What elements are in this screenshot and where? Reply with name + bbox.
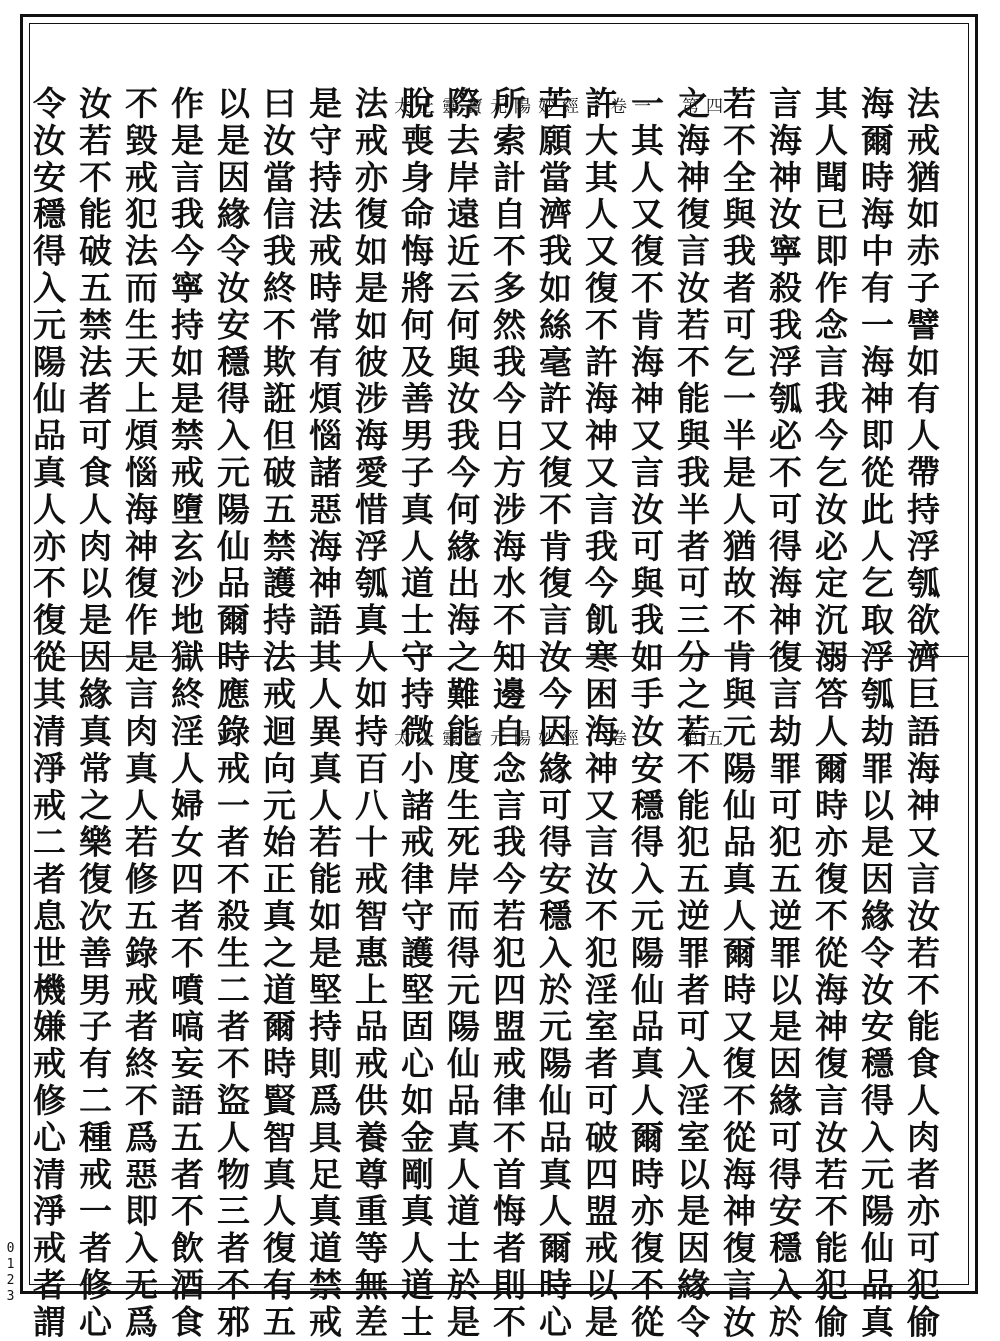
text-column: 汝安穩得入元陽仙品真人爾時亦復不從 (626, 714, 665, 1341)
lower-text-columns (24, 714, 944, 1341)
text-column: 海爾時海中有一海神即從此人乞取浮瓠 (856, 86, 895, 714)
text-column: 法戒亦復如是如彼涉海愛惜浮瓠真人如 (350, 86, 389, 714)
text-column: 因緣可得安穩入於元陽仙品真人爾時心 (534, 714, 573, 1341)
upper-text-panel (28, 86, 958, 714)
text-column: 劫罪以是因緣令汝安穩得入元陽仙品真 (856, 714, 895, 1341)
text-column: 所索計自不多然我今日方涉海水不知邊 (488, 86, 527, 714)
text-column: 法戒猶如赤子譬如有人帶持浮瓠欲濟巨 (902, 86, 941, 714)
text-column: 劫罪可犯五逆罪以是因緣可得安穩入於 (764, 714, 803, 1341)
text-column: 真常之樂復次善男子有二種戒一者修心 (74, 714, 113, 1341)
text-column: 微小諸戒律守護堅固心如金剛真人道士 (396, 714, 435, 1341)
upper-running-header: 太上靈寶元陽妙經 卷一 第四 (394, 97, 730, 117)
text-column: 自念言我今若犯四盟戒律不首悔者則不 (488, 714, 527, 1341)
text-column: 苦願當濟我如絲毫許又復不肯復言汝今 (534, 86, 573, 714)
panel-divider (30, 656, 968, 657)
text-column: 淫人婦女四者不噴嗃妄語五者不飲酒食 (166, 714, 205, 1341)
text-column: 人爾時亦復不從海神復言汝若不能犯偷 (810, 714, 849, 1341)
text-column: 其人聞已即作念言我今乞汝必定沉溺答 (810, 86, 849, 714)
text-column: 言海神汝寧殺我浮瓠必不可得海神復言 (764, 86, 803, 714)
text-column: 能度生死岸而得元陽仙品真人道士於是 (442, 714, 481, 1341)
text-column: 脫喪身命悔將何及善男子真人道士守持 (396, 86, 435, 714)
text-column: 語海神又言汝若不能食人肉者亦可犯偷 (902, 714, 941, 1341)
upper-text-columns (24, 86, 944, 714)
text-column: 若不能犯五逆罪者可入淫室以是因緣令 (672, 714, 711, 1341)
text-column: 若不全與我者可乞一半是人猶故不肯與 (718, 86, 757, 714)
text-column: 令汝安穩得入元陽仙品真人亦不復從其 (28, 86, 67, 714)
page-number: 0123 (3, 1241, 18, 1305)
text-column: 持百八十戒智惠上品戒供養尊重等無差 (350, 714, 389, 1341)
text-column: 是守持法戒時常有煩惱諸惡海神語其人 (304, 86, 343, 714)
text-column: 海神又言汝不犯淫室者可破四盟戒以是 (580, 714, 619, 1341)
text-column: 錄戒一者不殺生二者不盜人物三者不邪 (212, 714, 251, 1341)
text-column: 清淨戒二者息世機嫌戒修心清淨戒者謂 (28, 714, 67, 1341)
text-column: 之海神復言汝若不能與我半者可三分之 (672, 86, 711, 714)
text-column: 作是言我今寧持如是禁戒墮玄沙地獄終 (166, 86, 205, 714)
text-column: 以是因緣令汝安穩得入元陽仙品爾時應 (212, 86, 251, 714)
text-column: 汝若不能破五禁法者可食人肉以是因緣 (74, 86, 113, 714)
text-column: 曰汝當信我終不欺誑但破五禁護持法戒 (258, 86, 297, 714)
lower-running-header: 太上靈寶元陽妙經 卷一 第五 (394, 729, 730, 749)
page-inner-frame (28, 23, 969, 1341)
text-column: 際去岸遠近云何與汝我今何緣出海之難 (442, 86, 481, 714)
text-column: 不毀戒犯法而生天上煩惱海神復作是言 (120, 86, 159, 714)
lower-text-panel (28, 714, 958, 1341)
text-column: 許大其人又復不許海神又言我今飢寒困 (580, 86, 619, 714)
text-column: 一其人又復不肯海神又言汝可與我如手 (626, 86, 665, 714)
page-frame (20, 14, 978, 1341)
text-column: 肉真人若修五錄戒者終不爲惡即入无爲 (120, 714, 159, 1341)
text-column: 迴向元始正真之道爾時賢智真人復有五 (258, 714, 297, 1341)
text-column: 元陽仙品真人爾時又復不從海神復言汝 (718, 714, 757, 1341)
text-column: 異真人若能如是堅持則爲具足真道禁戒 (304, 714, 343, 1341)
